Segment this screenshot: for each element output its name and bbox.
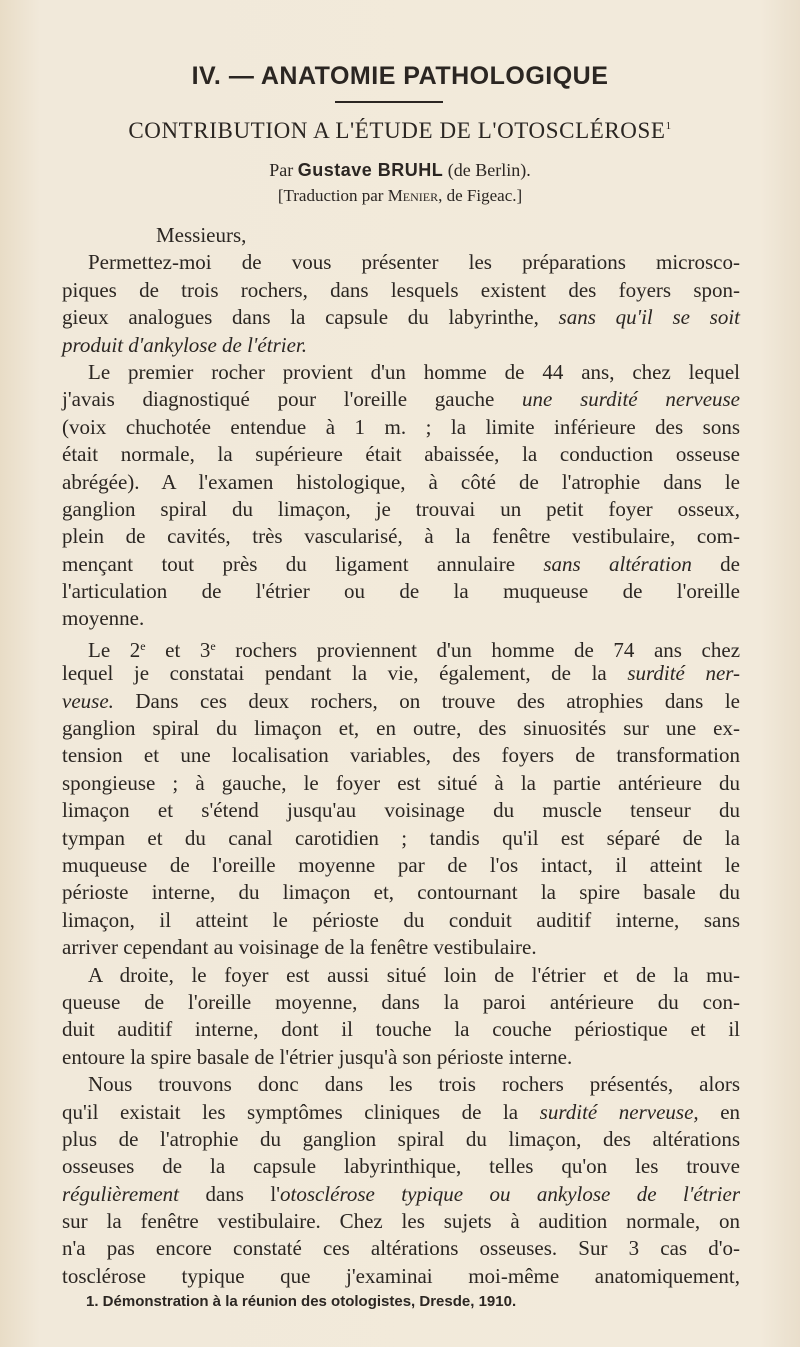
body-text: mençant tout près du ligament annulaire [62,551,516,576]
body-line: (voix chuchotée entendue à 1 m. ; la limite inférieure des sons [62,414,740,439]
body-text: Dans ces deux rochers, on trouve des atrophies dans le [135,688,740,713]
body-line: l'articulation de l'étrier ou de la muqueuse de l'oreille [62,579,740,604]
body-text: rochers proviennent d'un homme de 74 ans chez [215,637,741,662]
body-line: duit auditif interne, dont il touche la couche périostique et il [62,1017,740,1042]
superscript: e [210,638,216,653]
body-line: arriver cependant au voisinage de la fenêtre vestibulaire. [62,935,537,960]
body-text: Le 2 [88,637,141,662]
byline [0,160,800,181]
body-line: muqueuse de l'oreille moyenne par de l'os intact, il atteint le [62,852,740,877]
body-line: queuse de l'oreille moyenne, dans la paroi antérieure du con- [62,989,740,1014]
translation-credit [0,186,800,206]
body-line [62,304,740,331]
italic-phrase: surdité ner- [627,661,741,686]
article-body [62,222,740,1290]
body-line: plein de cavités, très vascularisé, à la fenêtre vestibulaire, com- [62,524,740,549]
italic-phrase: surdité nerveuse, [539,1099,699,1124]
body-line: tension et une localisation variables, des foyers de transformation [62,743,740,768]
body-text: de [720,551,740,576]
italic-phrase: veuse. [62,688,114,713]
body-text: j'avais diagnostiqué pour l'oreille gauche [62,387,495,412]
heading-rule [335,101,443,103]
footnote: 1. Démonstration à la réunion des otologistes, Dresde, 1910. [86,1293,517,1310]
body-line: plus de l'atrophie du ganglion spiral du limaçon, des altérations [62,1126,740,1151]
body-line: limaçon, il atteint le périoste du conduit auditif interne, sans [62,907,740,932]
article-title [0,118,800,144]
body-line: tympan et du canal carotidien ; tandis qu'il est séparé de la [62,825,740,850]
italic-phrase: sans altération [543,551,692,576]
body-line: était normale, la supérieure était abaissée, la conduction osseuse [62,442,740,467]
translation-prefix: [Traduction par [277,186,384,205]
body-line: sur la fenêtre vestibulaire. Chez les sujets à audition normale, on [62,1209,740,1234]
italic-phrase: une surdité nerveuse [522,387,741,412]
salutation: Messieurs, [156,223,247,247]
body-line: tosclérose typique que j'examinai moi-même anatomiquement, [62,1263,740,1288]
body-line: A droite, le foyer est aussi situé loin de l'étrier et de la mu- [88,962,740,987]
body-line: entoure la spire basale de l'étrier jusqu'à son périoste interne. [62,1044,573,1069]
body-line [62,1099,740,1126]
body-text: en [720,1099,741,1124]
body-line [62,551,740,578]
body-line: Permettez-moi de vous présenter les préparations microsco- [88,250,740,275]
body-line: n'a pas encore constaté ces altérations osseuses. Sur 3 cas d'o- [62,1236,740,1261]
author-name: Gustave BRUHL [297,160,444,180]
article-title-text: CONTRIBUTION A L'ÉTUDE DE L'OTOSCLÉROSE [128,118,666,143]
body-line: périoste interne, du limaçon et, contournant la spire basale du [62,880,740,905]
body-line: piques de trois rochers, dans lesquels existent des foyers spon- [62,277,740,302]
body-line [62,660,740,687]
byline-prefix: Par [269,160,294,180]
body-text: gieux analogues dans la capsule du labyrinthe, [62,305,539,330]
body-text: et 3 [145,637,211,662]
body-line: abrégée). A l'examen histologique, à côté de l'atrophie dans le [62,469,740,494]
body-line: moyenne. [62,606,145,631]
body-line: Nous trouvons donc dans les trois rochers présentés, alors [88,1072,740,1097]
italic-phrase: régulièrement [62,1181,180,1206]
body-line: ganglion spiral du limaçon, je trouvai un petit foyer osseux, [62,496,740,521]
body-line [62,332,740,359]
body-line: osseuses de la capsule labyrinthique, telles qu'on les trouve [62,1154,740,1179]
body-line [62,688,740,715]
body-line [62,633,740,660]
section-heading: IV. — ANATOMIE PATHOLOGIQUE [191,62,609,90]
body-line: ganglion spiral du limaçon et, en outre, des sinuosités sur une ex- [62,716,740,741]
body-line: Le premier rocher provient d'un homme de 44 ans, chez lequel [88,359,740,384]
body-line [62,1181,740,1208]
translator-name: Menier [387,186,439,205]
body-text: qu'il existait les symptômes cliniques de la [62,1099,519,1124]
italic-phrase: produit d'ankylose de l'étrier. [62,332,307,357]
author-place: (de Berlin). [447,160,531,180]
body-text: dans l' [205,1181,280,1206]
title-footnote-marker: 1 [665,120,672,132]
body-text: lequel je constatai pendant la vie, également, de la [62,661,607,686]
italic-phrase: sans qu'il se soit [558,305,740,330]
body-line: limaçon et s'étend jusqu'au voisinage du muscle tenseur du [62,798,740,823]
translation-suffix: , de Figeac.] [438,186,523,205]
superscript: e [140,638,146,653]
body-line: spongieuse ; à gauche, le foyer est situé à la partie antérieure du [62,770,740,795]
italic-phrase: otosclérose typique ou ankylose de l'étrier [279,1181,740,1206]
body-line [62,386,740,413]
